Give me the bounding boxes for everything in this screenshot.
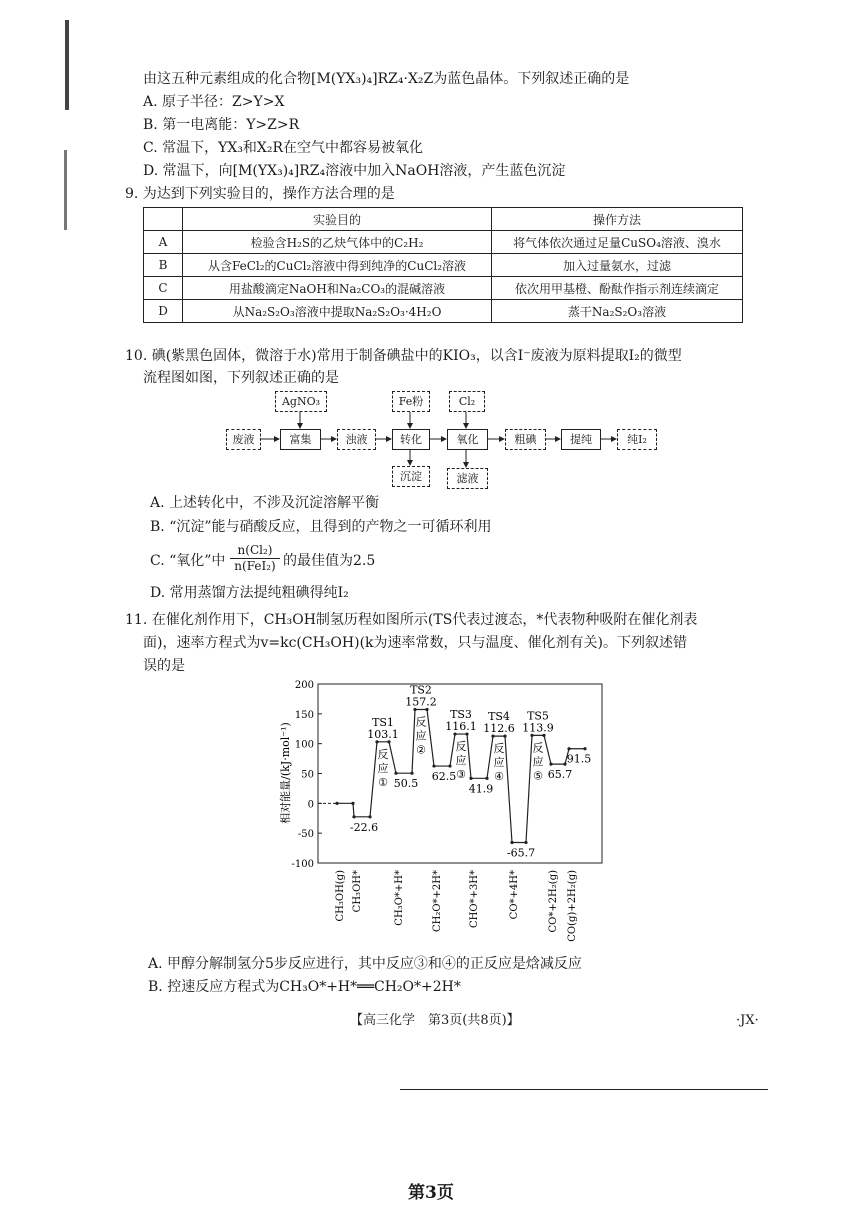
x-category-label: CO*+2H₂(g): [548, 870, 559, 933]
energy-point: [485, 777, 488, 780]
fraction-numerator: n(Cl₂): [230, 543, 280, 559]
reaction-step-label: 应: [415, 729, 427, 743]
flow-purify: 提纯: [561, 429, 601, 450]
ts-energy-label: 157.2: [405, 695, 437, 709]
y-tick-label: -50: [297, 829, 314, 841]
energy-point: [583, 747, 586, 750]
q8-option-b[interactable]: B. 第一电离能：Y>Z>R: [143, 117, 300, 133]
ts-name-label: TS1: [372, 715, 394, 729]
divider-line: [400, 1089, 768, 1090]
x-category-label: CH₃O*+H*: [394, 870, 405, 926]
energy-point: [410, 772, 413, 775]
flow-agno3: AgNO₃: [275, 391, 327, 412]
q9-stem: 9. 为达到下列实验目的，操作方法合理的是: [125, 186, 395, 202]
energy-point: [469, 777, 472, 780]
ts-name-label: TS2: [410, 683, 432, 697]
footer-center: 【高三化学 第3页(共8页)】: [350, 1013, 520, 1028]
x-category-label: CH₃OH*: [352, 870, 363, 913]
reaction-step-label: ④: [494, 770, 504, 784]
reaction-step-label: ⑤: [533, 769, 543, 783]
ts-name-label: TS4: [488, 710, 510, 724]
table-cell: 从含FeCl₂的CuCl₂溶液中得到纯净的CuCl₂溶液: [183, 254, 492, 277]
flow-fe: Fe粉: [392, 391, 430, 412]
table-cell: 用盐酸滴定NaOH和Na₂CO₃的混碱溶液: [183, 277, 492, 300]
flow-convert: 转化: [392, 429, 430, 450]
energy-point: [351, 802, 354, 805]
ts-name-label: TS3: [450, 708, 472, 722]
x-category-label: CH₃OH(g): [335, 870, 346, 922]
q11-stem-line3: 误的是: [143, 658, 185, 674]
q8-option-a[interactable]: A. 原子半径：Z>Y>X: [143, 94, 285, 110]
x-category-label: CO(g)+2H₂(g): [567, 870, 578, 942]
reaction-step-label: 反: [532, 741, 544, 755]
flow-oxidize: 氧化: [447, 429, 488, 450]
q10-option-d[interactable]: D. 常用蒸馏方法提纯粗碘得纯I₂: [150, 585, 349, 601]
energy-point: [368, 815, 371, 818]
reaction-step-label: 反: [415, 715, 427, 729]
q11-stem-line2: 面)，速率方程式为v=kc(CH₃OH)(k为速率常数，只与温度、催化剂有关)。下列叙述错: [143, 635, 687, 651]
flow-precip: 沉淀: [392, 466, 430, 487]
table-cell: 将气体依次通过足量CuSO₄溶液、溴水: [492, 231, 743, 254]
x-category-label: CHO*+3H*: [469, 870, 480, 929]
energy-point: [352, 815, 355, 818]
table-cell: B: [144, 254, 183, 277]
intermediate-energy-label: -22.6: [349, 820, 379, 834]
table-cell: 加入过量氨水，过滤: [492, 254, 743, 277]
q10-stem-line2: 流程图如图，下列叙述正确的是: [143, 370, 339, 386]
q11-option-b[interactable]: B. 控速反应方程式为CH₃O*+H*══CH₂O*+2H*: [148, 979, 461, 995]
x-category-label: CO*+4H*: [509, 870, 520, 920]
table-cell: A: [144, 231, 183, 254]
y-tick-label: 100: [294, 739, 314, 751]
table-cell: 从Na₂S₂O₃溶液中提取Na₂S₂O₃·4H₂O: [183, 300, 492, 323]
table-header: 操作方法: [492, 208, 743, 231]
table-cell: C: [144, 277, 183, 300]
reaction-step-label: ①: [378, 775, 388, 789]
q10-stem-line1: 10. 碘(紫黑色固体，微溶于水)常用于制备碘盐中的KIO₃，以含I⁻废液为原料提取I₂的微型: [125, 348, 682, 364]
y-tick-label: 50: [301, 769, 314, 781]
intermediate-energy-label: 65.7: [547, 768, 573, 782]
ts-energy-label: 112.6: [483, 722, 515, 736]
q11-stem-line1: 11. 在催化剂作用下，CH₃OH制氢历程如图所示(TS代表过渡态，*代表物种吸附在催化剂表: [125, 612, 698, 628]
q10-c-tail: 的最佳值为2.5: [283, 553, 376, 569]
energy-point: [394, 772, 397, 775]
intermediate-energy-label: -65.7: [506, 846, 536, 860]
q10-option-b[interactable]: B. “沉淀”能与硝酸反应，且得到的产物之一可循环利用: [150, 519, 492, 535]
q11-option-a[interactable]: A. 甲醇分解制氢分5步反应进行，其中反应③和④的正反应是焓减反应: [148, 956, 582, 972]
intermediate-energy-label: 91.5: [566, 752, 592, 766]
reaction-step-label: ②: [416, 743, 426, 757]
energy-point: [448, 764, 451, 767]
y-tick-label: 0: [307, 799, 314, 811]
y-tick-label: 200: [294, 680, 314, 691]
energy-point: [432, 764, 435, 767]
flow-waste: 废液: [226, 429, 261, 450]
table-cell: D: [144, 300, 183, 323]
y-axis-label: 相对能量/(kJ·mol⁻¹): [279, 722, 292, 824]
ts-energy-label: 103.1: [367, 727, 399, 741]
page-number: 第3页: [408, 1183, 454, 1203]
energy-point: [549, 763, 552, 766]
reaction-step-label: 反: [493, 742, 505, 756]
flow-enrich: 富集: [280, 429, 321, 450]
intermediate-energy-label: 50.5: [393, 777, 419, 791]
ts-energy-label: 113.9: [522, 721, 554, 735]
reaction-step-label: 应: [455, 754, 467, 768]
energy-point: [510, 841, 513, 844]
reaction-step-label: 应: [493, 756, 505, 770]
q10-option-c[interactable]: C. “氧化”中: [150, 553, 226, 569]
energy-point: [567, 747, 570, 750]
flow-crude: 粗碘: [505, 429, 546, 450]
flow-filtrate: 滤液: [447, 468, 488, 489]
energy-point: [524, 841, 527, 844]
reaction-step-label: 应: [532, 755, 544, 769]
ts-energy-label: 116.1: [445, 720, 477, 734]
table-cell: 检验含H₂S的乙炔气体中的C₂H₂: [183, 231, 492, 254]
table-header: 实验目的: [183, 208, 492, 231]
intermediate-energy-label: 41.9: [468, 782, 494, 796]
q8-intro: 由这五种元素组成的化合物[M(YX₃)₄]RZ₄·X₂Z为蓝色晶体。下列叙述正确的是: [143, 71, 630, 87]
ts-name-label: TS5: [527, 709, 549, 723]
flow-suspension: 浊液: [337, 429, 376, 450]
flow-cl2: Cl₂: [449, 391, 485, 412]
energy-point: [335, 802, 338, 805]
reaction-step-label: 应: [377, 761, 389, 775]
reaction-step-label: 反: [455, 740, 467, 754]
x-category-label: CH₂O*+2H*: [432, 870, 443, 933]
fraction-denominator: n(FeI₂): [234, 559, 276, 573]
table-cell: 蒸干Na₂S₂O₃溶液: [492, 300, 743, 323]
q10-option-a[interactable]: A. 上述转化中，不涉及沉淀溶解平衡: [150, 495, 380, 511]
reaction-step-label: ③: [456, 768, 466, 782]
y-tick-label: -100: [291, 859, 314, 870]
reaction-step-label: 反: [377, 747, 389, 761]
intermediate-energy-label: 62.5: [431, 770, 457, 784]
footer-right: ·JX·: [736, 1013, 759, 1028]
q8-option-d[interactable]: D. 常温下，向[M(YX₃)₄]RZ₄溶液中加入NaOH溶液，产生蓝色沉淀: [143, 163, 566, 179]
table-cell: 依次用甲基橙、酚酞作指示剂连续滴定: [492, 277, 743, 300]
flow-pure: 纯I₂: [617, 429, 657, 450]
q8-option-c[interactable]: C. 常温下，YX₃和X₂R在空气中都容易被氧化: [143, 140, 424, 156]
y-tick-label: 150: [294, 709, 314, 721]
